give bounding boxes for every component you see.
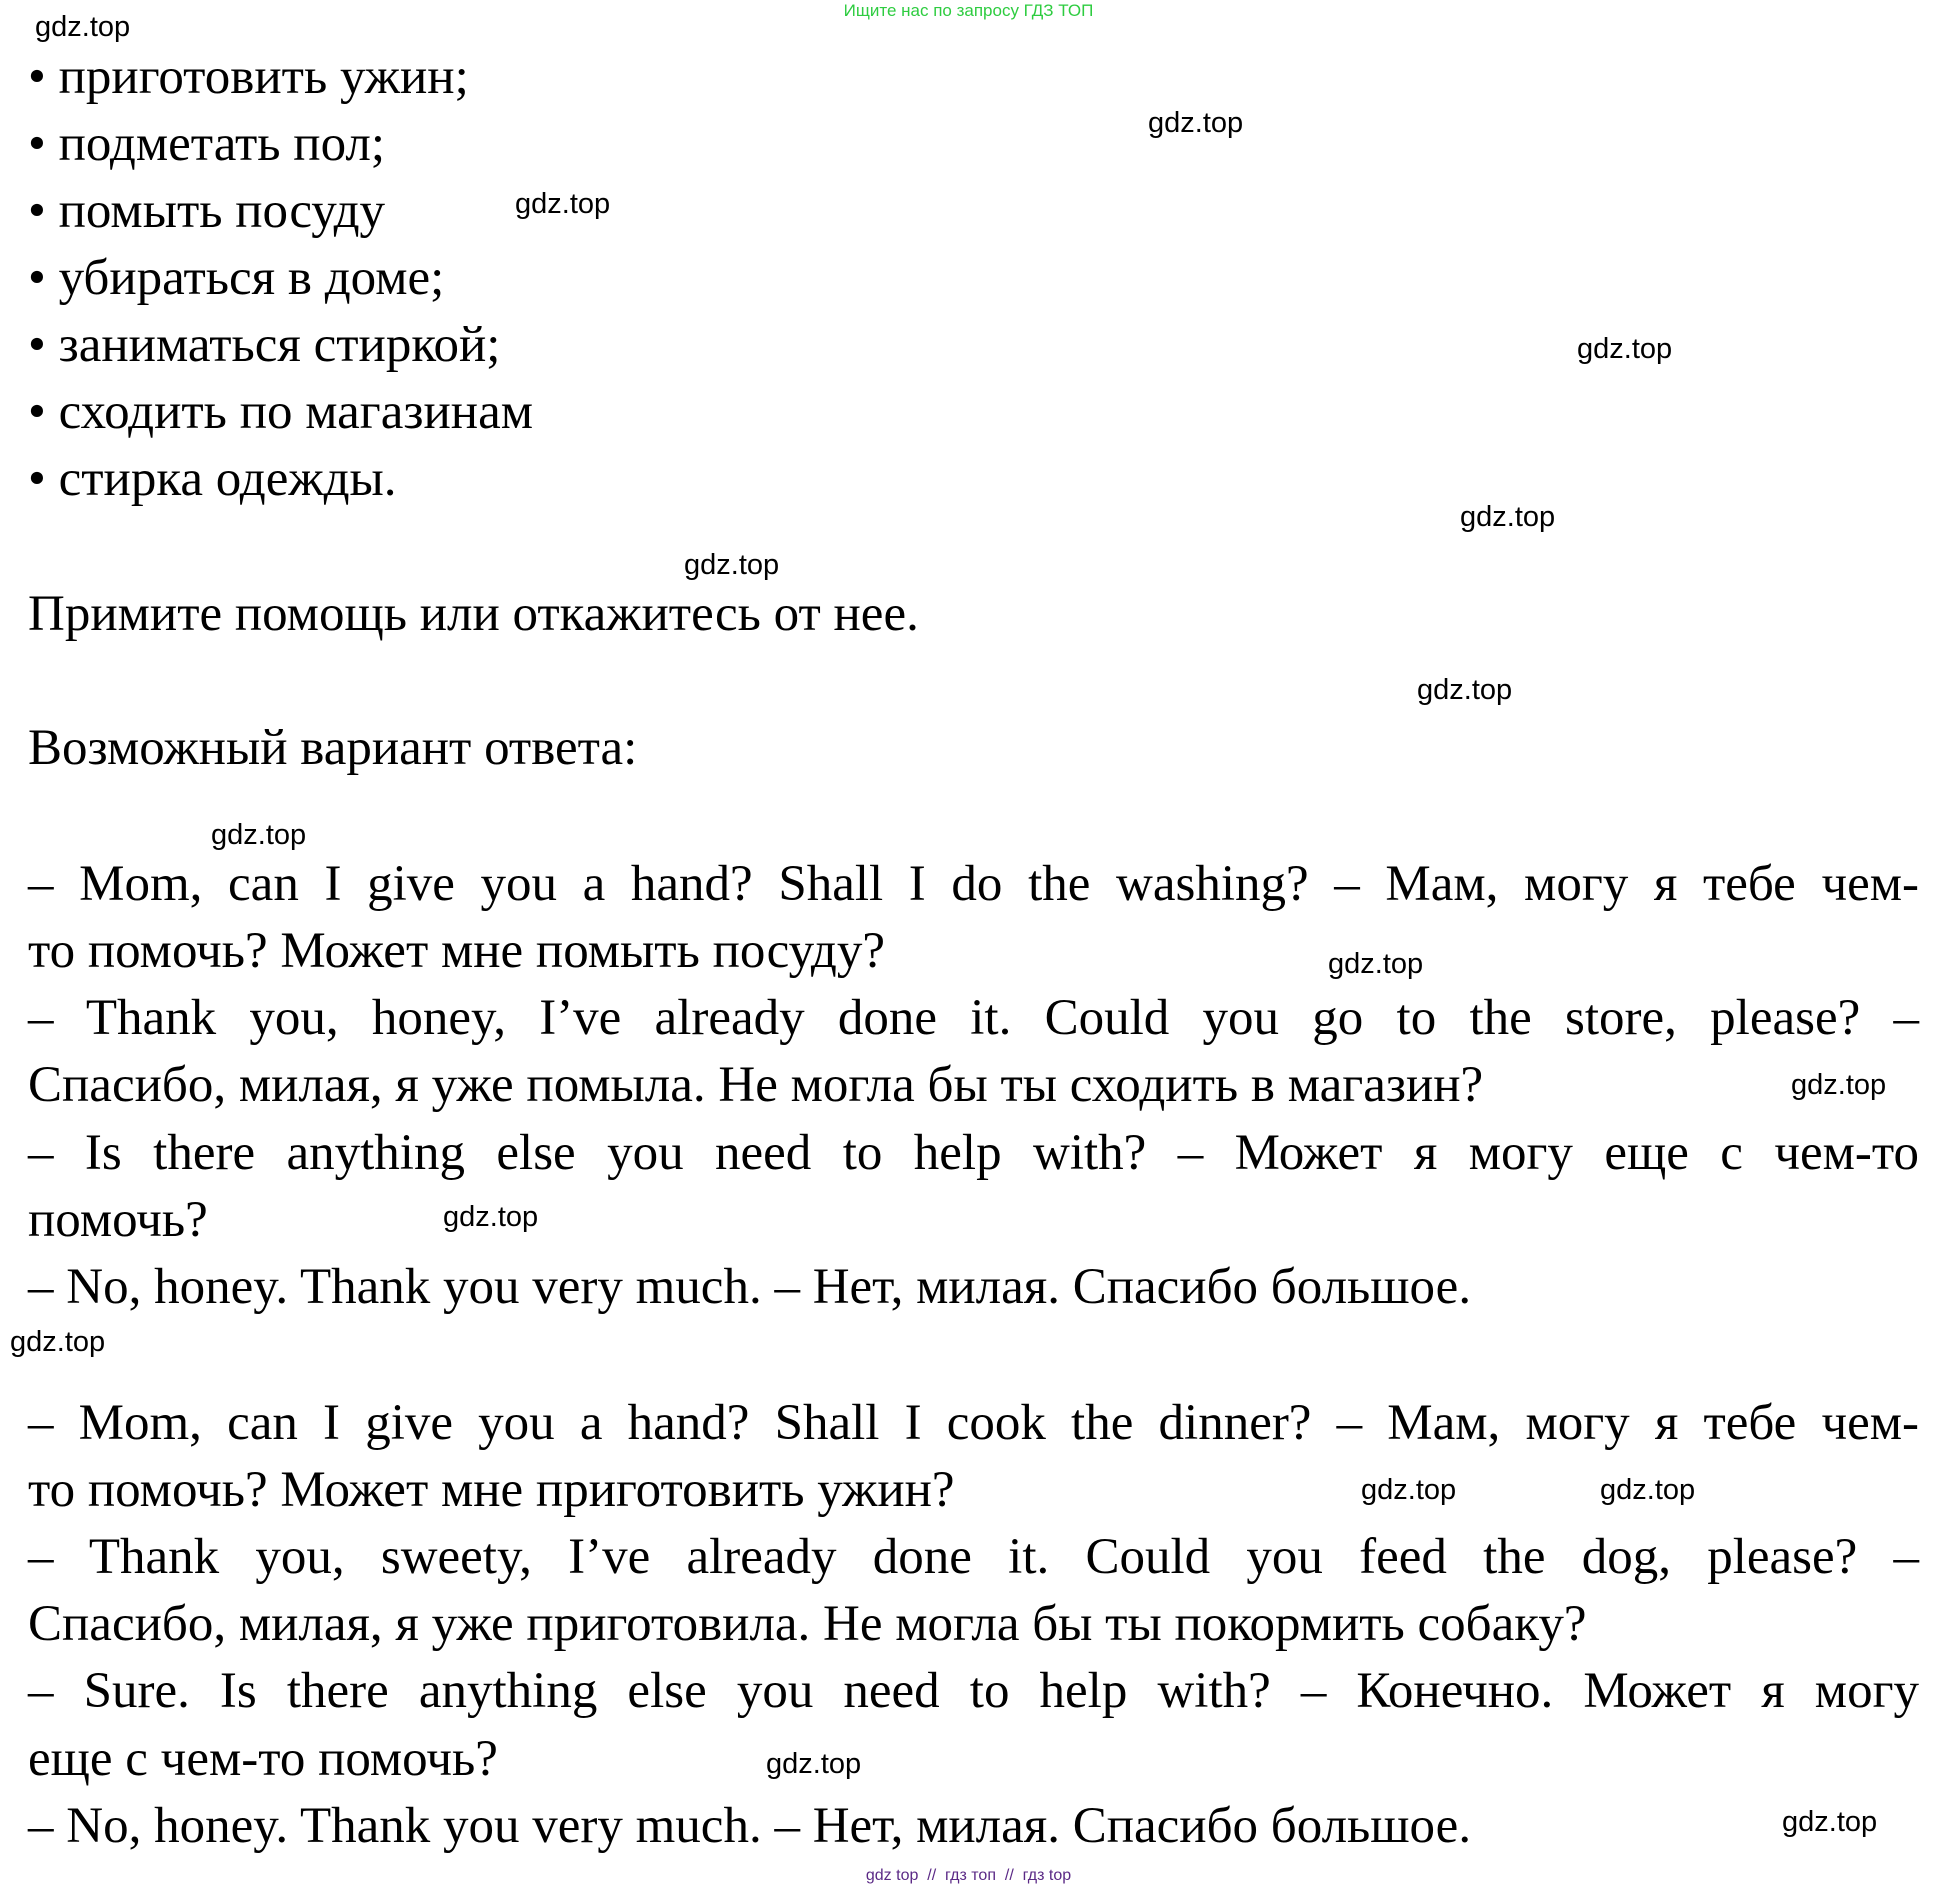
text-line: – Thank you, sweety, I’ve already done it. Could you feed the dog, please? – [28, 1529, 1919, 1585]
watermark: gdz.top [1577, 333, 1673, 365]
watermark: gdz.top [10, 1326, 106, 1358]
watermark: gdz.top [211, 819, 307, 851]
text-line: Возможный вариант ответа: [28, 720, 638, 776]
text-line: – Thank you, honey, I’ve already done it. Could you go to the store, please? – [28, 990, 1919, 1046]
watermark: gdz.top [766, 1748, 862, 1780]
watermark: gdz.top [1782, 1806, 1878, 1838]
text-line: • сходить по магазинам [28, 384, 533, 440]
text-line: • приготовить ужин; [28, 49, 469, 105]
text-line: еще с чем-то помочь? [28, 1731, 498, 1787]
text-line: • заниматься стиркой; [28, 317, 501, 373]
watermark: gdz.top [35, 11, 131, 43]
text-line: Примите помощь или откажитесь от нее. [28, 586, 919, 642]
watermark: gdz.top [1417, 674, 1513, 706]
text-line: • подметать пол; [28, 116, 386, 172]
watermark: gdz.top [443, 1201, 539, 1233]
text-line: • убираться в доме; [28, 250, 445, 306]
text-line: – Mom, can I give you a hand? Shall I cook the dinner? – Мам, могу я тебе чем- [28, 1395, 1919, 1451]
text-line: • стирка одежды. [28, 451, 397, 507]
text-line: – Sure. Is there anything else you need to help with? – Конечно. Может я могу [28, 1663, 1919, 1719]
watermark: gdz.top [1328, 948, 1424, 980]
watermark: gdz.top [1791, 1069, 1887, 1101]
text-line: – No, honey. Thank you very much. – Нет, милая. Спасибо большое. [28, 1798, 1472, 1854]
watermark: gdz.top [1460, 501, 1556, 533]
watermark: gdz.top [515, 188, 611, 220]
text-line: помочь? [28, 1192, 208, 1248]
text-line: то помочь? Может мне приготовить ужин? [28, 1462, 955, 1518]
watermark: gdz.top [1148, 107, 1244, 139]
search-hint-header: Ищите нас по запросу ГДЗ ТОП [843, 1, 1094, 20]
text-line: – Mom, can I give you a hand? Shall I do the washing? – Мам, могу я тебе чем- [28, 856, 1919, 912]
footer-watermark: gdz top // гдз топ // гдз top [865, 1867, 1072, 1884]
text-line: – No, honey. Thank you very much. – Нет, милая. Спасибо большое. [28, 1259, 1472, 1315]
watermark: gdz.top [1361, 1474, 1457, 1506]
watermark: gdz.top [684, 549, 780, 581]
text-line: • помыть посуду [28, 183, 386, 239]
text-line: – Is there anything else you need to help with? – Может я могу еще с чем-то [28, 1125, 1919, 1181]
text-line: Спасибо, милая, я уже приготовила. Не могла бы ты покормить собаку? [28, 1596, 1587, 1652]
watermark: gdz.top [1600, 1474, 1696, 1506]
text-line: то помочь? Может мне помыть посуду? [28, 923, 885, 979]
text-line: Спасибо, милая, я уже помыла. Не могла бы ты сходить в магазин? [28, 1057, 1484, 1113]
